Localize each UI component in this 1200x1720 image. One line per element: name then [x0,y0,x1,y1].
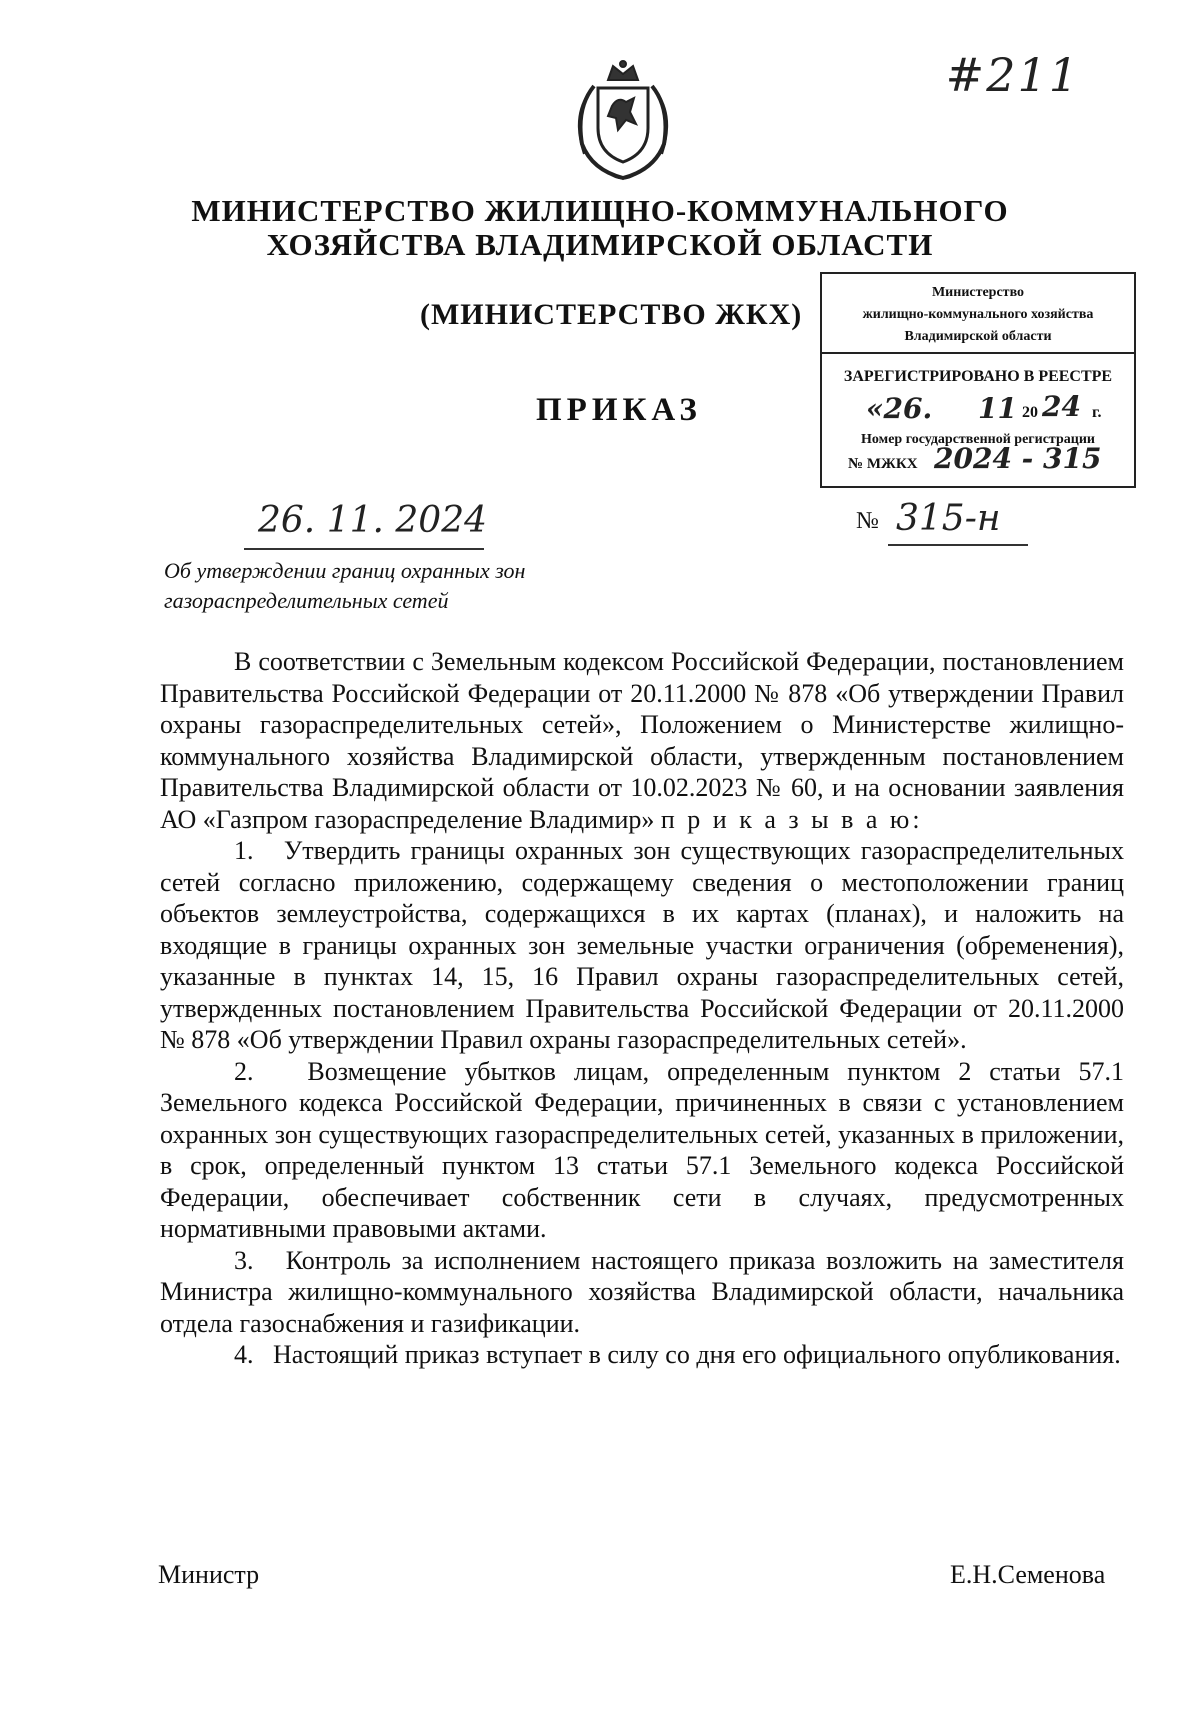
stamp-header [822,274,1134,354]
order-item-4: 4. Настоящий приказ вступает в силу со дня его официального опубликования. [234,1340,1121,1369]
stamp-year-unit: г. [1092,404,1102,421]
order-subject: Об утверждении границ охранных зон газораспределительных сетей [164,558,526,613]
signatory-role: Министр [158,1560,260,1589]
preamble-text: В соответствии с Земельным кодексом Российской Федерации, постановлением Правительства Российской Федерации от 20.11.2000 № 878 «Об утверждении Правил охраны газораспределительных сетей», Положением о Министерстве жилищно-коммунального хозяйства Владимирской области, утвержденным постановлением Правительства Владимирской области от 10.02.2023 № 60, и на основании заявления АО «Газпром газораспределение Владимир» [160,647,1124,834]
document-type: ПРИКАЗ [536,392,702,428]
order-preamble [160,646,1124,835]
order-number-label: № [856,508,879,534]
stamp-day: «26. [866,392,933,425]
stamp-date [822,386,1134,428]
registration-stamp [820,272,1136,488]
stamp-org-line3: Владимирской области [904,329,1052,344]
stamp-org-line1: Министерство [931,285,1025,300]
order-item-3: 3. Контроль за исполнением настоящего приказа возложить на заместителя Министра жилищно-коммунального хозяйства Владимирской области, начальника отдела газоснабжения и газификации. [160,1245,1124,1338]
order-item-1: 1. Утвердить границы охранных зон существующих газораспределительных сетей согласно приложению, содержащему сведения о местоположении границ объектов землеустройства, содержащихся в их картах (планах), и наложить на входящие в границы охранных зон земельные участки ограничения (обременения), указанные в пунктах 14, 15, 16 Правил охраны газораспределительных сетей, утвержденных постановлением Правительства Российской Федерации от 20.11.2000 № 878 «Об утверждении Правил охраны газораспределительных сетей». [160,836,1124,1054]
stamp-year-suffix: 24 [1042,390,1081,423]
order-word: п р и к а з ы в а ю: [660,804,923,834]
signatory-name: Е.Н.Семенова [950,1560,1106,1589]
stamp-year-prefix: 20 [1022,404,1038,421]
stamp-org-line2: жилищно-коммунального хозяйства [862,307,1094,322]
stamp-month: 11 [978,392,1017,425]
coat-of-arms-icon [568,58,678,186]
order-body [160,646,1124,1371]
ministry-short-name: (МИНИСТЕРСТВО ЖКХ) [420,298,803,331]
order-date: 26. 11. 2024 [258,500,488,541]
stamp-reg-label: Номер государственной регистрации [861,432,1095,447]
ministry-name-line1: МИНИСТЕРСТВО ЖИЛИЩНО-КОММУНАЛЬНОГО [191,193,1009,228]
stamp-reg-prefix: № МЖКХ [848,456,918,472]
ministry-name-line2: ХОЗЯЙСТВА ВЛАДИМИРСКОЙ ОБЛАСТИ [266,227,934,262]
stamp-registered: ЗАРЕГИСТРИРОВАНО В РЕЕСТРЕ [843,368,1113,385]
handwritten-mark: #211 [945,48,1080,102]
stamp-reg-number: 2024 - 315 [934,442,1102,475]
order-item-2: 2. Возмещение убытков лицам, определенным пунктом 2 статьи 57.1 Земельного кодекса Российской Федерации, причиненных в связи с установлением охранных зон существующих газораспределительных сетей, указанных в приложении, в срок, определенный пунктом 13 статьи 57.1 Земельного кодекса Российской Федерации, обеспечивает собственник сети в случаях, предусмотренных нормативными правовыми актами. [160,1056,1124,1243]
order-number: 315-н [896,498,1001,539]
stamp-reg-number-line [822,442,1134,478]
